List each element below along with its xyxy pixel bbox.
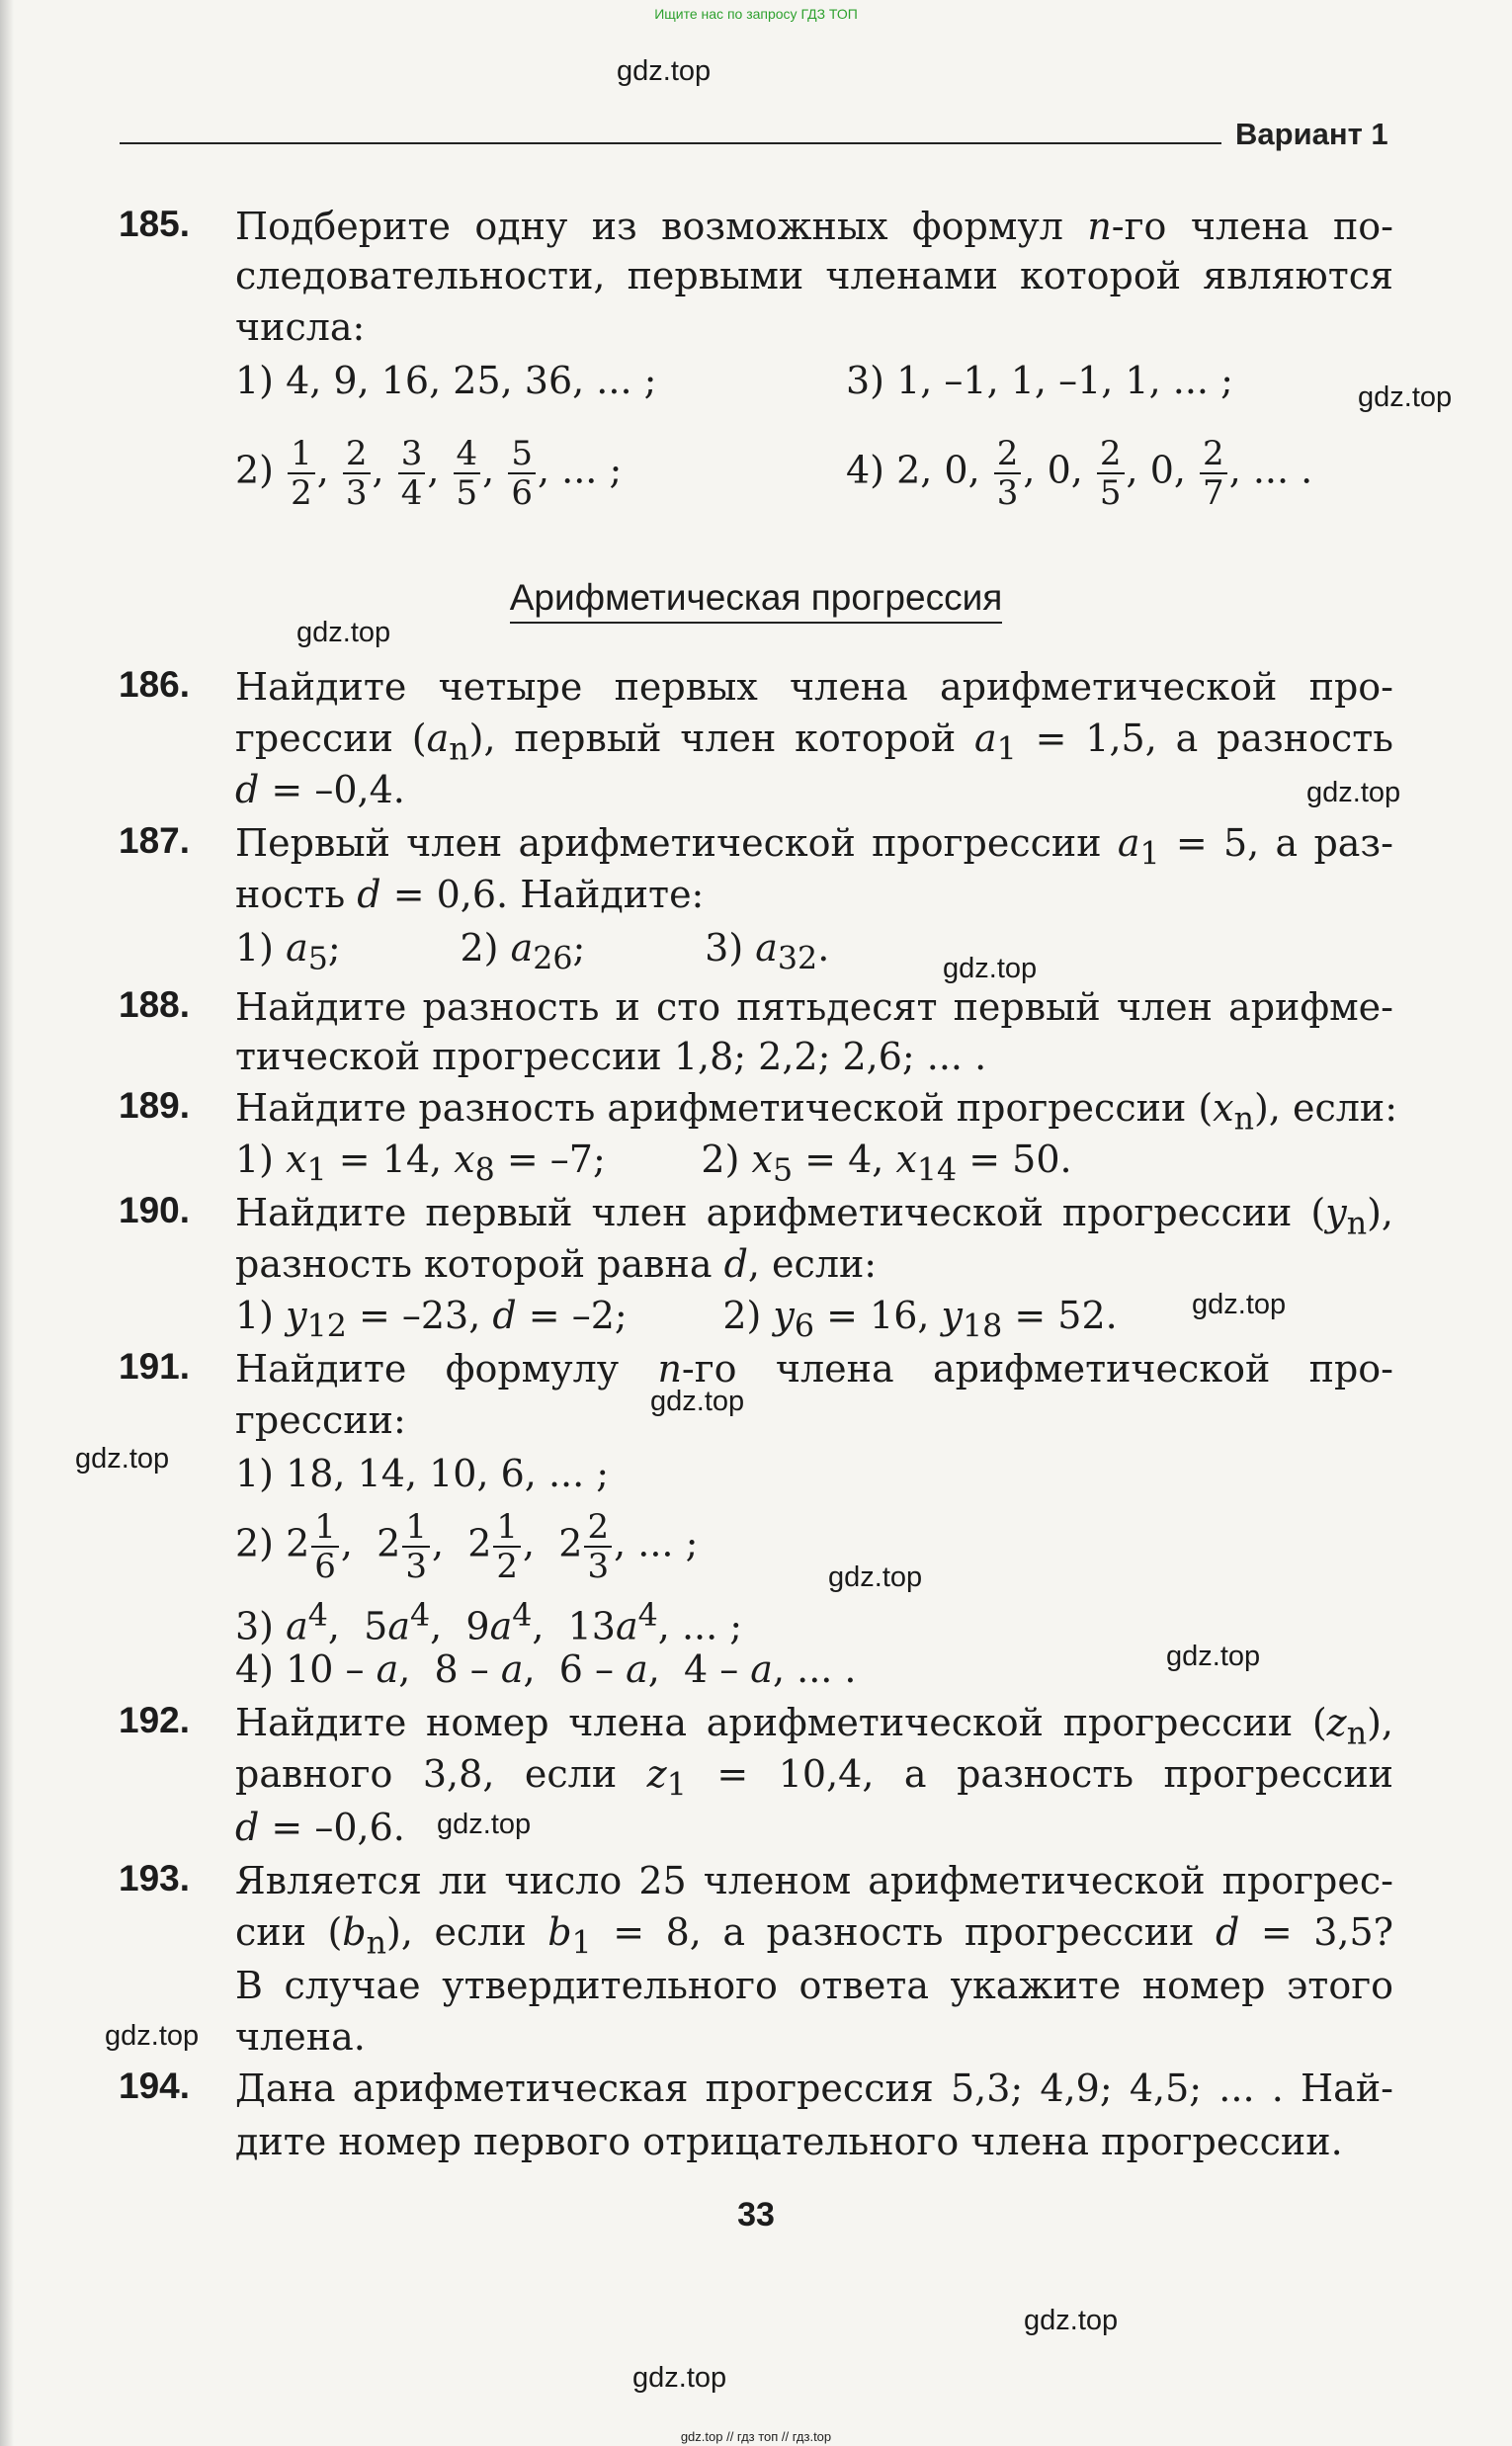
problem-number: 194. [119,2066,191,2106]
problem-option: 3) 1, –1, 1, –1, 1, ... ; [846,359,1233,402]
watermark: gdz.top [650,1386,745,1417]
variant-label: Вариант 1 [1235,117,1388,151]
problem-line: Первый член арифметической прогрессии $a_1 = 5$, а раз- [235,821,1393,873]
problem-option: 4) 2, 0, $\frac{2}{3}$ , 0, $\frac{2}{5}$ , 0, $\frac{2}{7}$ , ... . [846,434,1313,513]
problem-line: числа: [235,305,366,349]
problem-line: Найдите номер члена арифметической прогрессии $(z_n)$, [235,1701,1393,1752]
problem-line: грессии: [235,1398,406,1442]
problem-number: 187. [119,820,191,861]
page-number: 33 [737,2196,775,2234]
problem-option: 1) 4, 9, 16, 25, 36, ... ; [235,359,657,402]
problem-line: сии $(b_n)$, если $b_1 = 8$, а разность прогрессии d = 3,5? [235,1910,1394,1962]
fraction: $\frac{5}{6}$ [508,435,536,512]
fraction: $\frac{1}{2}$ [493,1508,521,1585]
problem-line: дите номер первого отрицательного члена прогрессии. [235,2120,1343,2163]
header-rule [120,142,1221,144]
watermark: gdz.top [1306,777,1401,808]
problem-line: Дана арифметическая прогрессия 5,3; 4,9; 4,5; ... . Най- [235,2066,1393,2110]
problem-number: 189. [119,1085,191,1126]
problem-line: грессии $(a_n)$, первый член которой $a_1 = 1,5$, а разность [235,717,1393,768]
watermark: gdz.top [1358,381,1453,413]
problem-number: 193. [119,1858,191,1898]
watermark: gdz.top [296,617,391,648]
problem-line: В случае утвердительного ответа укажите номер этого [235,1964,1393,2007]
section-title: Арифметическая прогрессия [0,577,1512,619]
problem-option: 2) $\frac{1}{2}$ , $\frac{2}{3}$ , $\frac{3}{4}$ , $\frac{4}{5}$ , $\frac{5}{6}$ , ... ; [235,434,623,513]
problem-option: 2) 2 $\frac{1}{6}$ , 2 $\frac{1}{3}$ , 2 $\frac{1}{2}$ , 2 $\frac{2}{3}$ , ... ; [235,1507,699,1586]
watermark: gdz.top [632,2362,727,2394]
problem-option: 1) 18, 14, 10, 6, ... ; [235,1452,610,1495]
watermark: gdz.top [105,2020,200,2052]
top-note: Ищите нас по запросу ГДЗ ТОП [654,6,858,22]
bottom-note: gdz.top // гдз топ // гдз.top [680,2429,832,2444]
watermark: gdz.top [943,953,1038,984]
watermark: gdz.top [1024,2305,1119,2336]
problem-line: Найдите разность и сто пятьдесят первый член арифме- [235,985,1393,1029]
problem-number: 190. [119,1190,191,1230]
watermark: gdz.top [437,1809,532,1840]
problem-option: 1) $a_5$; 2) $a_{26}$; 3) $a_{32}$. [235,926,830,977]
fraction: $\frac{1}{6}$ [311,1508,339,1585]
problem-line: Найдите формулу n-го члена арифметической про- [235,1347,1394,1391]
problem-line: Является ли число 25 членом арифметической прогрес- [235,1859,1393,1902]
problem-number: 191. [119,1346,191,1387]
problem-number: 186. [119,664,191,705]
problem-line: d = –0,6. [235,1806,405,1849]
fraction: $\frac{1}{2}$ [288,435,315,512]
problem-option: 1) $y_{12} = -23$, d = –2; 2) $y_6 = 16$, $y_{18} = 52$. [235,1294,1118,1345]
problem-line: Найдите первый член арифметической прогрессии $(y_n)$, [235,1191,1393,1242]
problem-line: Подберите одну из возможных формул n-го члена по- [235,205,1393,248]
problem-number: 188. [119,984,191,1025]
fraction: $\frac{3}{4}$ [398,435,426,512]
problem-number: 192. [119,1700,191,1740]
watermark: gdz.top [1166,1641,1261,1672]
problem-line: тической прогрессии 1,8; 2,2; 2,6; ... . [235,1035,987,1078]
problem-line: равного 3,8, если $z_1 = 10,4$, а разность прогрессии [235,1752,1393,1804]
fraction: $\frac{2}{3}$ [343,435,371,512]
watermark: gdz.top [1192,1289,1287,1320]
fraction: $\frac{4}{5}$ [454,435,481,512]
problem-line: Найдите четыре первых члена арифметической про- [235,665,1393,709]
problem-line: следовательности, первыми членами которой являются [235,254,1393,297]
problem-line: Найдите разность арифметической прогрессии $(x_n)$, если: [235,1086,1398,1138]
problem-line: d = –0,4. [235,768,405,811]
fraction: $\frac{2}{3}$ [994,435,1022,512]
problem-option: 4) 10 – a, 8 – a, 6 – a, 4 – a, ... . [235,1647,857,1691]
fraction: $\frac{2}{7}$ [1200,435,1227,512]
fraction: $\frac{2}{5}$ [1097,435,1125,512]
fraction: $\frac{1}{3}$ [402,1508,430,1585]
watermark: gdz.top [617,55,712,87]
watermark: gdz.top [828,1561,923,1593]
problem-line: разность которой равна d, если: [235,1242,878,1286]
watermark: gdz.top [75,1443,170,1475]
problem-line: ность d = 0,6. Найдите: [235,873,705,916]
page-edge-shadow [0,0,14,2446]
problem-option: 3) $a^4$, $5a^4$, $9a^4$, $13a^4$, ... ; [235,1598,743,1648]
problem-option: 1) $x_1 = 14$, $x_8 = -7$; 2) $x_5 = 4$, $x_{14} = 50$. [235,1138,1072,1189]
problem-line: члена. [235,2015,366,2059]
problem-number: 185. [119,204,191,244]
fraction: $\frac{2}{3}$ [584,1508,612,1585]
